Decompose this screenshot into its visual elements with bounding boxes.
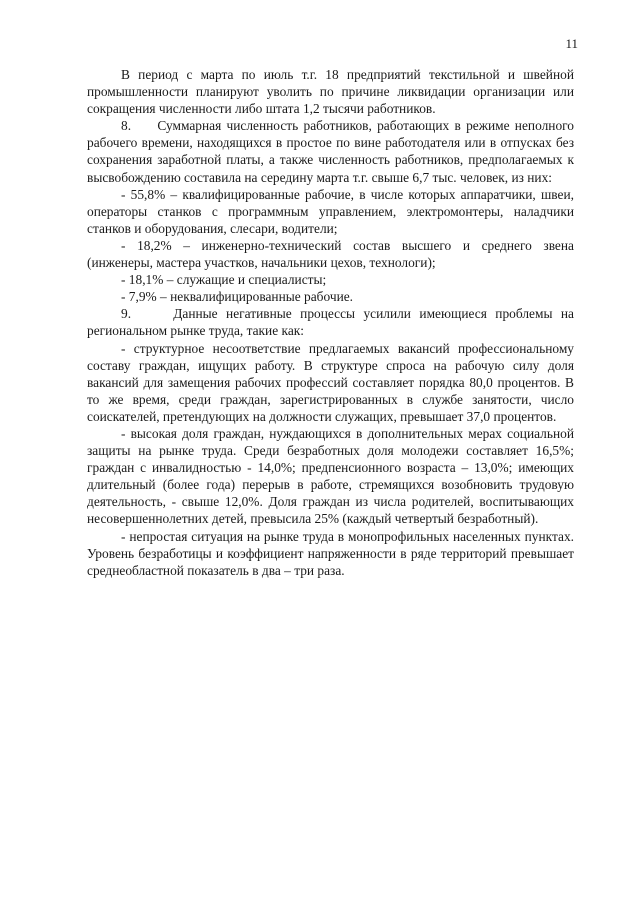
- document-body: [87, 66, 574, 579]
- list-item-skilled-workers: - 55,8% – квалифицированные рабочие, в числе которых аппаратчики, швеи, операторы станков с программным управлением, электромонтеры, наладчики станков и оборудования, слесари, водители;: [87, 186, 574, 236]
- paragraph-item-9: 9. Данные негативные процессы усилили имеющиеся проблемы на региональном рынке труда, такие как:: [87, 306, 574, 339]
- paragraph-item-8: 8. Суммарная численность работников, работающих в режиме неполного рабочего времени, находящихся в простое по вине работодателя или в отпусках без сохранения заработной платы, а также численность работников, предполагаемых к высвобождению составила на середину марта т.г. свыше 6,7 тыс. человек, из них:: [87, 118, 574, 185]
- list-item-monotowns: - непростая ситуация на рынке труда в монопрофильных населенных пунктах. Уровень безработицы и коэффициент напряженности в ряде территорий превышает среднеобластной показатель в два – три раза.: [87, 528, 574, 578]
- list-item-structural-mismatch: - структурное несоответствие предлагаемых вакансий профессиональному составу граждан, ищущих работу. В структуре спроса на рабочую силу доля вакансий для замещения рабочих профессий составляет порядка 80,0 процентов. В то же время, среди граждан, зарегистрированных в службе занятости, число соискателей, претендующих на должности служащих, превышает 37,0 процентов.: [87, 340, 574, 424]
- page-number: 11: [565, 36, 578, 51]
- list-item-engineering-staff: - 18,2% – инженерно-технический состав высшего и среднего звена (инженеры, мастера участков, начальники цехов, технологи);: [87, 237, 574, 271]
- paragraph-layoffs-textile: В период с марта по июль т.г. 18 предприятий текстильной и швейной промышленности планируют уволить по причине ликвидации организации или сокращения численности либо штата 1,2 тысячи работников.: [87, 67, 574, 117]
- list-item-employees-specialists: - 18,1% – служащие и специалисты;: [121, 272, 327, 288]
- list-item-social-protection: - высокая доля граждан, нуждающихся в дополнительных мерах социальной защиты на рынке труда. Среди безработных доля молодежи составляет 16,5%; граждан с инвалидностью - 14,0%; предпенсионного возраста – 13,0%; имеющих длительный (более года) перерыв в работе, стремящихся возобновить трудовую деятельность, - свыше 12,0%. Доля граждан из числа родителей, воспитывающих несовершеннолетних детей, превысила 25% (каждый четвертый безработный).: [87, 425, 574, 527]
- list-item-unskilled-workers: - 7,9% – неквалифицированные рабочие.: [121, 289, 354, 305]
